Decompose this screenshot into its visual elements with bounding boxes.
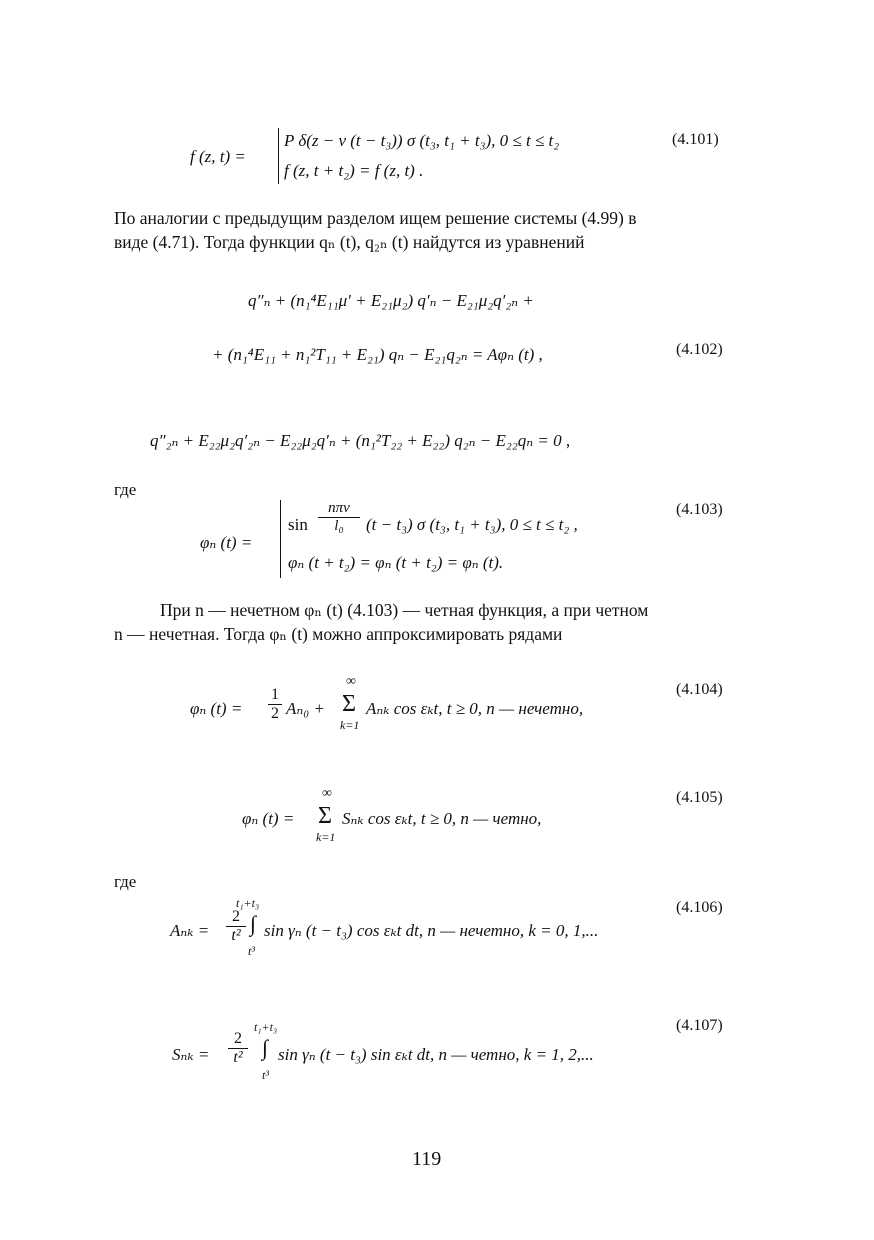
paragraph-2-line-1: При n — нечетном φₙ (t) (4.103) — четная функция, а при четном bbox=[160, 600, 649, 620]
eq-4-101-number: (4.101) bbox=[672, 131, 719, 148]
eq-4-103-frac-den: l₀ bbox=[318, 517, 360, 535]
eq-4-103-lhs: φₙ (t) = bbox=[200, 533, 253, 552]
eq-4-106-frac-den: t² bbox=[226, 926, 246, 945]
eq-4-105-sum-sign: Σ bbox=[318, 803, 332, 829]
eq-4-102-line3: q″₂ₙ + E₂₂μ₂q′₂ₙ − E₂₂μ₂q′ₙ + (n₁²T₂₂ + E₂₂) q₂ₙ − E₂₂qₙ = 0 , bbox=[150, 431, 571, 450]
eq-4-104-half-num: 1 bbox=[271, 686, 279, 703]
where-label-2: где bbox=[114, 872, 137, 891]
eq-4-104-sum-bottom: k=1 bbox=[340, 718, 360, 732]
eq-4-107-integral-sign: ∫ bbox=[262, 1035, 269, 1060]
eq-4-106-int-bottom: t³ bbox=[248, 944, 255, 958]
eq-4-101-line2: f (z, t + t₂) = f (z, t) . bbox=[284, 161, 424, 180]
eq-4-103-sin: sin bbox=[288, 515, 308, 534]
eq-4-102-line2: + (n₁⁴E₁₁ + n₁²T₁₁ + E₂₁) qₙ − E₂₁q₂ₙ = Aφₙ (t) , bbox=[212, 345, 543, 364]
eq-4-105-number: (4.105) bbox=[676, 789, 723, 806]
eq-4-102-number: (4.102) bbox=[676, 341, 723, 358]
eq-4-105-sum-top: ∞ bbox=[322, 786, 332, 801]
eq-4-105-sum-bottom: k=1 bbox=[316, 830, 336, 844]
eq-4-107-fraction bbox=[228, 1030, 248, 1067]
eq-4-106-number: (4.106) bbox=[676, 899, 723, 916]
eq-4-105-rest: Sₙₖ cos εₖt, t ≥ 0, n — четно, bbox=[342, 809, 542, 828]
eq-4-107-lhs: Sₙₖ = bbox=[172, 1045, 210, 1064]
paragraph-2-line-2: n — нечетная. Тогда φₙ (t) можно аппроксимировать рядами bbox=[114, 624, 563, 644]
paragraph-1-line-1: По аналогии с предыдущим разделом ищем решение системы (4.99) в bbox=[114, 208, 637, 228]
page-number: 119 bbox=[412, 1148, 442, 1170]
eq-4-107-number: (4.107) bbox=[676, 1017, 723, 1034]
eq-4-106-rest: sin γₙ (t − t₃) cos εₖt dt, n — нечетно, k = 0, 1,... bbox=[264, 921, 599, 940]
eq-4-104-term1: Aₙ₀ + bbox=[286, 699, 325, 718]
eq-4-104-half-den: 2 bbox=[268, 704, 282, 723]
eq-4-107-int-top: t₁+t₃ bbox=[254, 1020, 278, 1034]
eq-4-107-int-bottom: t³ bbox=[262, 1068, 269, 1082]
eq-4-103-number: (4.103) bbox=[676, 501, 723, 518]
eq-4-104-sum-top: ∞ bbox=[346, 674, 356, 689]
eq-4-106-integral-sign: ∫ bbox=[250, 911, 257, 936]
eq-4-103-frac-num: nπv bbox=[328, 500, 350, 516]
eq-4-102-line1: q″ₙ + (n₁⁴E₁₁μ′ + E₂₁μ₂) q′ₙ − E₂₁μ₂q′₂ₙ + bbox=[248, 291, 534, 310]
where-label-1: где bbox=[114, 480, 137, 499]
eq-4-104-number: (4.104) bbox=[676, 681, 723, 698]
eq-4-101-lhs: f (z, t) = bbox=[190, 147, 246, 166]
eq-4-104-rest: Aₙₖ cos εₖt, t ≥ 0, n — нечетно, bbox=[366, 699, 584, 718]
eq-4-103-fraction bbox=[318, 500, 360, 535]
eq-4-106-int-top: t₁+t₃ bbox=[236, 896, 260, 910]
eq-4-104-half bbox=[268, 686, 282, 723]
eq-4-106-fraction bbox=[226, 908, 246, 945]
eq-4-101-brace bbox=[278, 128, 279, 184]
paragraph-1-line-2: виде (4.71). Тогда функции qₙ (t), q₂ₙ (t) найдутся из уравнений bbox=[114, 232, 585, 252]
eq-4-104-lhs: φₙ (t) = bbox=[190, 699, 243, 718]
eq-4-105-lhs: φₙ (t) = bbox=[242, 809, 295, 828]
paragraph-1 bbox=[114, 206, 754, 254]
eq-4-106-frac-num: 2 bbox=[232, 908, 240, 925]
eq-4-107-rest: sin γₙ (t − t₃) sin εₖt dt, n — четно, k = 1, 2,... bbox=[278, 1045, 594, 1064]
eq-4-103-brace bbox=[280, 500, 281, 578]
eq-4-103-line1-rest: (t − t₃) σ (t₃, t₁ + t₃), 0 ≤ t ≤ t₂ , bbox=[366, 515, 578, 534]
paragraph-2 bbox=[114, 598, 754, 646]
eq-4-101-line1: P δ(z − v (t − t₃)) σ (t₃, t₁ + t₃), 0 ≤ t ≤ t₂ bbox=[284, 131, 560, 150]
eq-4-107-frac-num: 2 bbox=[234, 1030, 242, 1047]
eq-4-106-lhs: Aₙₖ = bbox=[170, 921, 210, 940]
eq-4-103-line2: φₙ (t + t₂) = φₙ (t + t₂) = φₙ (t). bbox=[288, 553, 504, 572]
eq-4-104-sum-sign: Σ bbox=[342, 691, 356, 717]
eq-4-107-frac-den: t² bbox=[228, 1048, 248, 1067]
